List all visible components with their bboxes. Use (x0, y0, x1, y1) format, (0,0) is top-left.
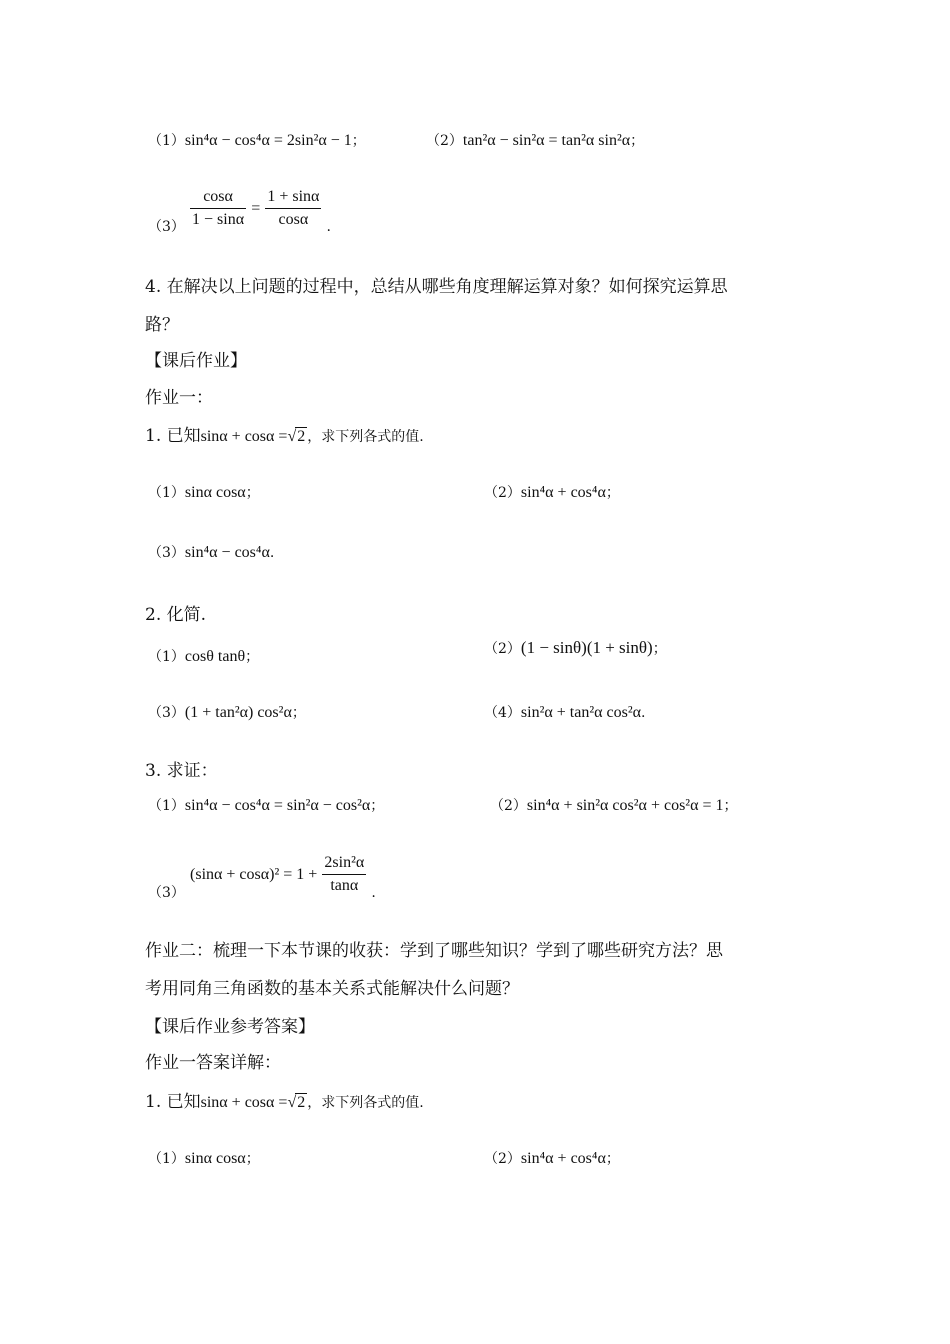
denominator: tanα (330, 877, 359, 894)
homework-two-line-1: 作业二：梳理一下本节课的收获：学到了哪些知识？学到了哪些研究方法？思 (145, 941, 723, 961)
math-expression: sin⁴α − cos⁴α (184, 544, 270, 561)
punctuation: ； (291, 705, 306, 721)
punctuation: ； (245, 485, 260, 501)
punctuation: . (326, 219, 331, 235)
punctuation: ； (245, 649, 260, 665)
item-label: （1） (148, 1151, 185, 1167)
sqrt-radicand: 2 (297, 1094, 306, 1111)
math-expression: sin⁴α + sin²α cos²α + cos²α = 1 (526, 797, 724, 814)
question-suffix: ，求下列各式的值. (307, 1095, 424, 1111)
punctuation: ； (370, 798, 385, 814)
item-label: （4） (484, 705, 521, 721)
numerator: 2sin²α (322, 852, 366, 875)
question-suffix: ，求下列各式的值. (307, 429, 424, 445)
item-label: （3） (148, 545, 185, 561)
hw3-item-1 (148, 795, 384, 815)
question-prefix: 1. 已知 (145, 426, 201, 446)
math-expression: sin⁴α + cos⁴α (520, 484, 606, 501)
proof-item-2 (426, 130, 644, 150)
sqrt-radicand: 2 (297, 428, 306, 445)
question-prefix: 1. 已知 (145, 1092, 201, 1112)
hw2-item-2 (484, 638, 667, 658)
math-expression: sin⁴α − cos⁴α = sin²α − cos²α (184, 797, 371, 814)
proof-item-3 (148, 186, 331, 236)
hw3-item-3 (148, 852, 376, 902)
answers-question-1 (145, 1087, 424, 1112)
question-4-line-1: 4. 在解决以上问题的过程中，总结从哪些角度理解运算对象？如何探究运算思 (145, 277, 728, 297)
homework-two-line-2: 考用同角三角函数的基本关系式能解决什么问题？ (145, 979, 519, 999)
item-label: （1） (148, 798, 185, 814)
item-label: （1） (148, 649, 185, 665)
punctuation: ； (245, 1151, 260, 1167)
math-expression: cosθ tanθ (184, 648, 246, 665)
equals-sign: = (251, 200, 261, 217)
sqrt-symbol: √ (287, 1094, 297, 1111)
math-expression: sin²α + tan²α cos²α (520, 704, 642, 721)
hw2-item-1 (148, 646, 259, 666)
math-expression: (1 + tan²α) cos²α (184, 704, 292, 721)
math-expression: sin⁴α + cos⁴α (520, 1150, 606, 1167)
item-label: （3） (148, 705, 185, 721)
punctuation: ； (723, 798, 738, 814)
homework-one-title: 作业一： (145, 388, 213, 408)
answer-item-1 (148, 1148, 260, 1168)
punctuation: . (641, 705, 646, 721)
math-expression: (sinα + cosα)² = 1 + (190, 866, 318, 883)
item-label: （2） (490, 798, 527, 814)
answers-heading: 【课后作业参考答案】 (145, 1017, 315, 1037)
punctuation: ； (630, 133, 645, 149)
math-expression: (1 − sinθ)(1 + sinθ) (520, 638, 653, 657)
homework-question-1 (145, 421, 424, 446)
hw1-item-1 (148, 482, 260, 502)
punctuation: . (371, 885, 376, 901)
punctuation: ； (605, 1151, 620, 1167)
denominator: cosα (278, 211, 309, 228)
numerator: 1 + sinα (265, 186, 321, 209)
item-label: （2） (484, 485, 521, 501)
math-expression: sinα + cosα = (200, 1094, 288, 1111)
math-expression: sin⁴α − cos⁴α = 2sin²α − 1 (184, 132, 352, 149)
punctuation: ； (605, 485, 620, 501)
fraction-right (265, 186, 321, 231)
math-expression: sinα cosα (184, 1150, 246, 1167)
fraction (322, 852, 366, 897)
punctuation: ； (652, 641, 667, 657)
punctuation: ； (351, 133, 366, 149)
item-label: （2） (484, 1151, 521, 1167)
punctuation: . (269, 545, 275, 561)
homework-question-3-title: 3. 求证： (145, 761, 218, 781)
fraction-left (190, 186, 246, 231)
hw1-item-2 (484, 482, 620, 502)
hw3-item-2 (490, 795, 738, 815)
item-label: （2） (426, 133, 463, 149)
item-label: （1） (148, 485, 185, 501)
hw1-item-3 (148, 542, 274, 562)
answer-item-2 (484, 1148, 620, 1168)
item-label: （1） (148, 133, 185, 149)
homework-heading: 【课后作业】 (145, 351, 247, 371)
proof-item-1 (148, 130, 366, 150)
item-label: （3） (148, 219, 185, 235)
math-expression: sinα + cosα = (200, 428, 288, 445)
hw2-item-4 (484, 702, 645, 722)
question-4-line-2: 路？ (145, 315, 179, 335)
answers-detail-title: 作业一答案详解： (145, 1053, 281, 1073)
hw2-item-3 (148, 702, 306, 722)
sqrt-symbol: √ (287, 428, 297, 445)
item-label: （2） (484, 641, 521, 657)
denominator: 1 − sinα (192, 211, 245, 228)
math-expression: sinα cosα (184, 484, 246, 501)
math-expression: tan²α − sin²α = tan²α sin²α (462, 132, 631, 149)
item-label: （3） (148, 885, 185, 901)
numerator: cosα (190, 186, 246, 209)
homework-question-2-title: 2. 化简. (145, 605, 207, 625)
